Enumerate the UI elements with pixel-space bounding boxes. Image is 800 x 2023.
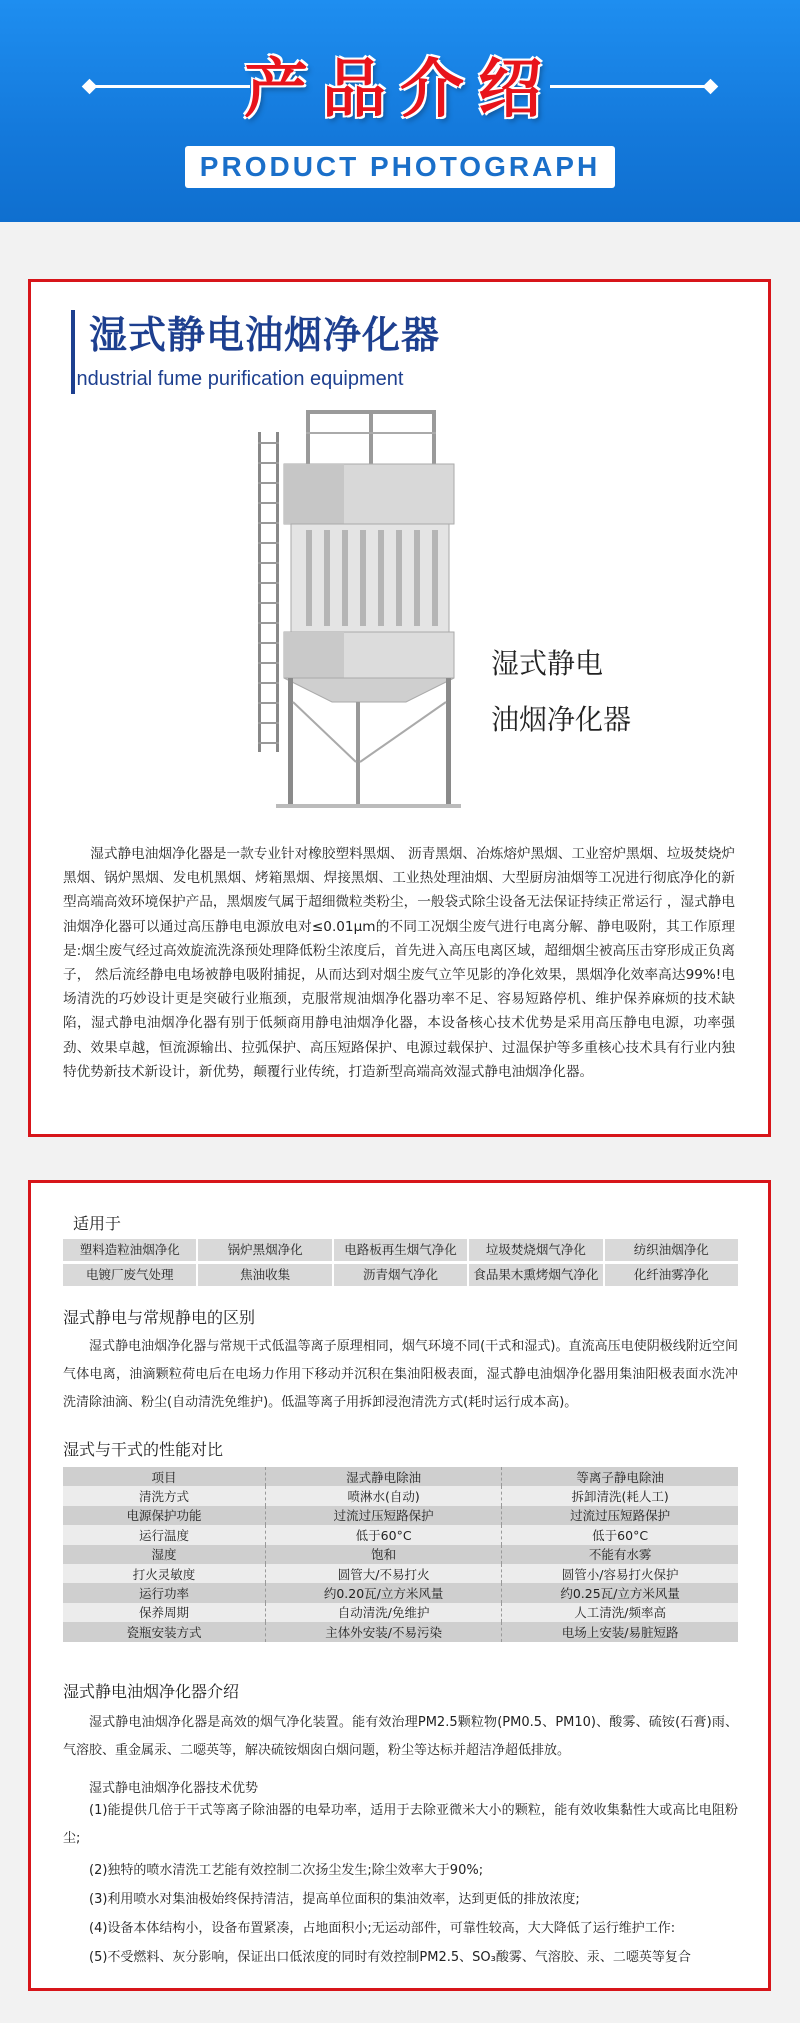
application-item: 沥青烟气净化 bbox=[334, 1264, 467, 1286]
advantage-point: (2)独特的喷水清洗工艺能有效控制二次扬尘发生;除尘效率大于90%; bbox=[89, 1863, 484, 1878]
product-subtitle: Industrial fume purification equipment bbox=[71, 368, 404, 390]
table-cell: 主体外安装/不易污染 bbox=[266, 1622, 502, 1641]
table-cell: 喷淋水(自动) bbox=[266, 1486, 502, 1505]
application-item: 食品果木熏烤烟气净化 bbox=[469, 1264, 602, 1286]
table-cell: 清洗方式 bbox=[63, 1486, 266, 1505]
banner-title: 产品介绍 bbox=[244, 53, 556, 127]
application-item: 电镀厂废气处理 bbox=[63, 1264, 196, 1286]
table-cell: 等离子静电除油 bbox=[502, 1467, 738, 1486]
advantage-point: (4)设备本体结构小，设备布置紧凑，占地面积小;无运动部件，可靠性较高，大大降低了运行维护工作: bbox=[89, 1921, 676, 1936]
comparison-table bbox=[63, 1467, 738, 1642]
table-cell: 电场上安装/易脏短路 bbox=[502, 1622, 738, 1641]
table-cell: 低于60°C bbox=[502, 1525, 738, 1544]
table-cell: 瓷瓶安装方式 bbox=[63, 1622, 266, 1641]
table-cell: 项目 bbox=[63, 1467, 266, 1486]
table-cell: 保养周期 bbox=[63, 1603, 266, 1622]
table-cell: 打火灵敏度 bbox=[63, 1564, 266, 1583]
table-cell: 圆管大/不易打火 bbox=[266, 1564, 502, 1583]
table-row bbox=[63, 1467, 738, 1486]
comparison-heading: 湿式与干式的性能对比 bbox=[63, 1440, 224, 1459]
table-cell: 运行功率 bbox=[63, 1583, 266, 1602]
header-banner bbox=[0, 0, 800, 222]
table-cell: 不能有水雾 bbox=[502, 1545, 738, 1564]
application-item: 纺织油烟净化 bbox=[605, 1239, 738, 1261]
application-item: 锅炉黑烟净化 bbox=[198, 1239, 331, 1261]
table-row bbox=[63, 1486, 738, 1505]
table-row bbox=[63, 1622, 738, 1641]
table-row bbox=[63, 1603, 738, 1622]
table-row bbox=[63, 1564, 738, 1583]
table-cell: 湿度 bbox=[63, 1545, 266, 1564]
table-cell: 圆管小/容易打火保护 bbox=[502, 1564, 738, 1583]
purifier-machine-image bbox=[236, 402, 496, 822]
table-cell: 约0.25瓦/立方米风量 bbox=[502, 1583, 738, 1602]
difference-text: 湿式静电油烟净化器与常规干式低温等离子原理相同，烟气环境不同(干式和湿式)。直流高压电使阴极线附近空间气体电离，油滴颗粒荷电后在电场力作用下移动并沉积在集油阳极表面，湿式静电油烟净化器用集油阳极表面水洗冲洗清除油滴、粉尘(自动清洗免维护)。低温等离子用拆卸浸泡清洗方式(耗时运行成本高)。 bbox=[63, 1339, 738, 1410]
intro-text: 湿式静电油烟净化器是高效的烟气净化装置。能有效治理PM2.5颗粒物(PM0.5、PM10)、酸雾、硫铵(石膏)雨、气溶胶、重金属汞、二噁英等，解决硫铵烟囱白烟问题，粉尘等达标并超洁净超低排放。 bbox=[63, 1715, 738, 1758]
product-title: 湿式静电油烟净化器 bbox=[89, 313, 441, 357]
intro-heading: 湿式静电油烟净化器介绍 bbox=[63, 1682, 240, 1701]
advantages-heading: 湿式静电油烟净化器技术优势 bbox=[89, 1781, 259, 1796]
table-cell: 拆卸清洗(耗人工) bbox=[502, 1486, 738, 1505]
applications-heading: 适用于 bbox=[73, 1214, 122, 1233]
difference-heading: 湿式静电与常规静电的区别 bbox=[63, 1308, 256, 1327]
table-row bbox=[63, 1545, 738, 1564]
advantage-point: (3)利用喷水对集油极始终保持清洁，提高单位面积的集油效率，达到更低的排放浓度; bbox=[89, 1892, 580, 1907]
table-cell: 人工清洗/频率高 bbox=[502, 1603, 738, 1622]
table-row bbox=[63, 1583, 738, 1602]
table-row bbox=[63, 1525, 738, 1544]
application-item: 化纤油雾净化 bbox=[605, 1264, 738, 1286]
table-cell: 约0.20瓦/立方米风量 bbox=[266, 1583, 502, 1602]
table-cell: 饱和 bbox=[266, 1545, 502, 1564]
advantage-point: (5)不受燃料、灰分影响，保证出口低浓度的同时有效控制PM2.5、SO₃酸雾、气溶胶、汞、二噁英等复合 bbox=[89, 1950, 691, 1965]
details-card bbox=[28, 1180, 771, 1991]
application-item: 垃圾焚烧烟气净化 bbox=[469, 1239, 602, 1261]
image-caption-line1: 湿式静电 bbox=[491, 647, 604, 680]
table-cell: 过流过压短路保护 bbox=[502, 1506, 738, 1525]
application-item: 塑料造粒油烟净化 bbox=[63, 1239, 196, 1261]
table-row bbox=[63, 1506, 738, 1525]
table-cell: 运行温度 bbox=[63, 1525, 266, 1544]
table-cell: 电源保护功能 bbox=[63, 1506, 266, 1525]
application-item: 焦油收集 bbox=[198, 1264, 331, 1286]
banner-subtitle: PRODUCT PHOTOGRAPH bbox=[185, 146, 615, 188]
table-cell: 低于60°C bbox=[266, 1525, 502, 1544]
application-item: 电路板再生烟气净化 bbox=[334, 1239, 467, 1261]
applications-grid bbox=[63, 1239, 738, 1286]
table-cell: 自动清洗/免维护 bbox=[266, 1603, 502, 1622]
image-caption-line2: 油烟净化器 bbox=[491, 703, 632, 736]
table-cell: 过流过压短路保护 bbox=[266, 1506, 502, 1525]
product-card bbox=[28, 279, 771, 1137]
product-description: 湿式静电油烟净化器是一款专业针对橡胶塑料黑烟、 沥青黑烟、冶炼熔炉黑烟、工业窑炉黑烟、垃圾焚烧炉黑烟、锅炉黑烟、发电机黑烟、烤箱黑烟、焊接黑烟、工业热处理油烟、大型厨房油烟等工况进行彻底净化的新型高端高效环境保护产品，黑烟废气属于超细微粒类粉尘，一般袋式除尘设备无法保证持续正常运行 ，湿式静电油烟净化器可以通过高压静电电源放电对≤0.01μm的不同工况烟尘废气进行电离分解、静电吸附，其工作原理是:烟尘废气经过高效旋流洗涤预处理降低粉尘浓度后，首先进入高压电离区域，超细烟尘被高压击穿形成正负离子， 然后流经静电电场被静电吸附捕捉，从而达到对烟尘废气立竿见影的净化效果，黑烟净化效率高达99%!电场清洗的巧妙设计更是突破行业瓶颈，克服常规油烟净化器功率不足、容易短路停机、维护保养麻烦的技术缺陷，湿式静电油烟净化器有别于低频商用静电油烟净化器，本设备核心技术优势是采用高压静电电源，功率强劲、效果卓越，恒流源输出、拉弧保护、高压短路保护、电源过载保护、过温保护等多重核心技术具有行业内独特优势新技术新设计，新优势，颠覆行业传统，打造新型高端高效湿式静电油烟净化器。 bbox=[63, 846, 735, 1080]
table-cell: 湿式静电除油 bbox=[266, 1467, 502, 1486]
advantage-point: (1)能提供几倍于干式等离子除油器的电晕功率，适用于去除亚微米大小的颗粒，能有效收集黏性大或高比电阻粉尘; bbox=[63, 1803, 738, 1846]
